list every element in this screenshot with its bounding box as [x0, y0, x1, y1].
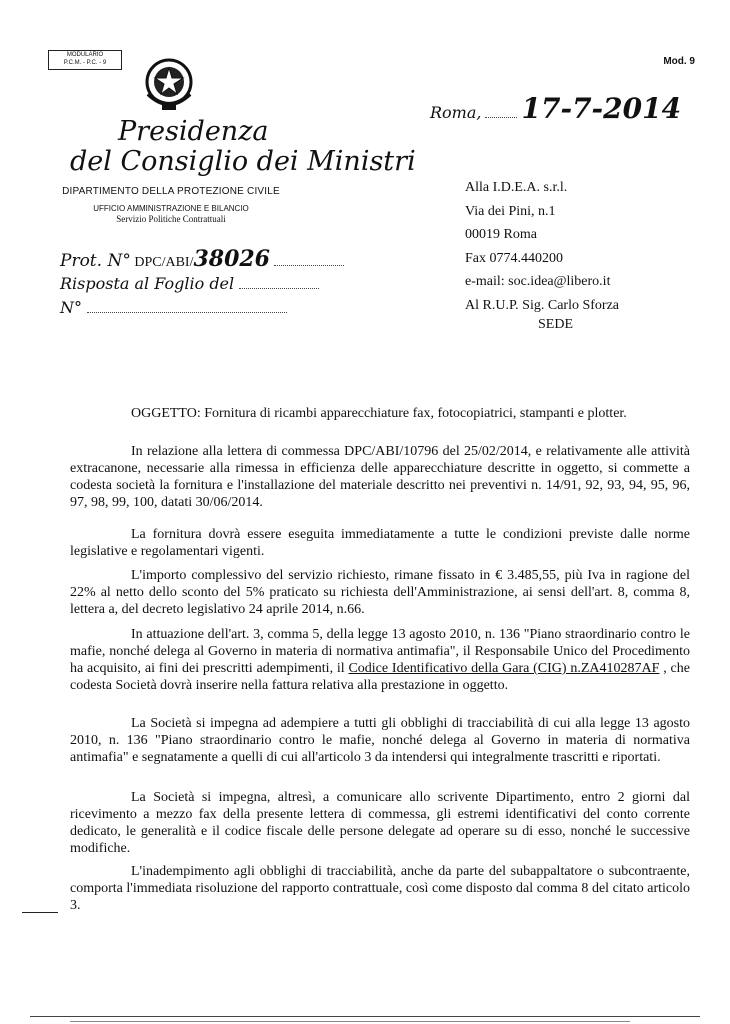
body-paragraph: La Società si impegna ad adempiere a tutti gli obblighi di tracciabilità di cui alla legge 13 agosto 2010, n. 136 "Piano straordinario contro le mafie, nonché delega al Governo in materia di normativa antimafia" e segnatamente a quelli di cui all'articolo 3 da intendersi qui integralmente trascritti e riportati.: [70, 716, 690, 765]
address-line: Fax 0774.440200: [465, 250, 563, 266]
office-name: UFFICIO AMMINISTRAZIONE E BILANCIO: [93, 204, 249, 213]
protocol-line: [60, 246, 344, 272]
form-code-box: [48, 50, 122, 70]
body-paragraph: La fornitura dovrà essere eseguita immediatamente a tutte le condizioni previste dalle norme legislative e regolamentari vigenti.: [70, 527, 690, 559]
body-paragraph: L'importo complessivo del servizio richiesto, rimane fissato in € 3.485,55, più Iva in ragione del 22% al netto dello sconto del 5% praticato su richiesta dell'Amministrazione, ai sensi dell'art. 8, comma 8, lettera a, del decreto legislativo 24 aprile 2014, n.66.: [70, 568, 690, 617]
reference-number-label: N°: [60, 298, 82, 317]
paragraph-text: , che codesta Società dovrà inserire nella fattura relativa alla prestazione in oggetto.: [70, 661, 690, 693]
consiglio-ministri-title: del Consiglio dei Ministri: [70, 146, 416, 177]
protocol-label: Prot. N°: [60, 251, 131, 271]
cig-code-link: Codice Identificativo della Gara (CIG) n.ZA410287AF: [348, 661, 660, 676]
address-line: e-mail: soc.idea@libero.it: [465, 274, 611, 289]
body-paragraph: [70, 626, 690, 694]
recipient-address: [465, 176, 619, 317]
paragraph-text: In attuazione dell'art. 3, comma 5, della legge 13 agosto 2010, n. 136 "Piano straordinario contro le mafie, nonché delega al Governo in materia di normativa antimafia", il Responsabile Unico del Procedimento ha acquisito, ai fini dei prescritti adempimenti, il: [70, 627, 690, 676]
handwritten-date: 17-7-2014: [521, 92, 682, 125]
italian-republic-emblem-icon: [142, 54, 196, 114]
body-paragraph: L'inadempimento agli obblighi di tracciabilità, anche da parte del subappaltatore o subcontraente, comporta l'immediata risoluzione del rapporto contrattuale, così come disposto dal comma 8 del citato articolo 3.: [70, 864, 690, 913]
department-name: DIPARTIMENTO DELLA PROTEZIONE CIVILE: [62, 186, 280, 197]
bottom-rule: [30, 1016, 700, 1017]
address-line: Al R.U.P. Sig. Carlo Sforza: [465, 297, 619, 313]
bottom-rule: [70, 1021, 630, 1022]
protocol-code: DPC/ABI/: [134, 255, 194, 270]
reference-number-line: [60, 298, 287, 317]
protocol-number: 38026: [193, 246, 270, 272]
presidenza-title: Presidenza: [118, 116, 269, 147]
form-code-line: P.C.M. - P.C. - 9: [63, 60, 107, 66]
margin-dash: [22, 912, 58, 913]
reply-to-line: [60, 274, 319, 293]
recipient-sede: SEDE: [538, 317, 573, 332]
reply-to-label: Risposta al Foglio del: [60, 274, 235, 293]
subject-line: OGGETTO: Fornitura di ricambi apparecchiature fax, fotocopiatrici, stampanti e plotter.: [131, 406, 627, 421]
body-paragraph: La Società si impegna, altresì, a comunicare allo scrivente Dipartimento, entro 2 giorni dal ricevimento a mezzo fax della presente lettera di commessa, gli estremi identificativi del conto corrente dedicato, le generalità e il codice fiscale delle persone delegate ad operare su di esso, nonché le successive modifiche.: [70, 790, 690, 856]
mod-label: Mod. 9: [663, 56, 695, 67]
date-place: Roma,: [430, 103, 482, 122]
side-print-mark: [30, 725, 38, 860]
address-line: 00019 Roma: [465, 227, 537, 242]
service-name: Servizio Politiche Contrattuali: [116, 214, 226, 224]
date-line: [430, 92, 681, 125]
address-line: Alla I.D.E.A. s.r.l.: [465, 180, 568, 195]
address-line: Via dei Pini, n.1: [465, 203, 556, 219]
form-code-line: MODULARIO: [66, 52, 104, 58]
body-paragraph: In relazione alla lettera di commessa DPC/ABI/10796 del 25/02/2014, e relativamente alle attività extracanone, necessarie alla rimessa in efficienza delle apparecchiature descritte in oggetto, si commette a codesta società la fornitura e l'installazione del materiale descritto nei preventivi n. 14/91, 92, 93, 94, 95, 96, 97, 98, 99, 100, datati 30/06/2014.: [70, 444, 690, 510]
